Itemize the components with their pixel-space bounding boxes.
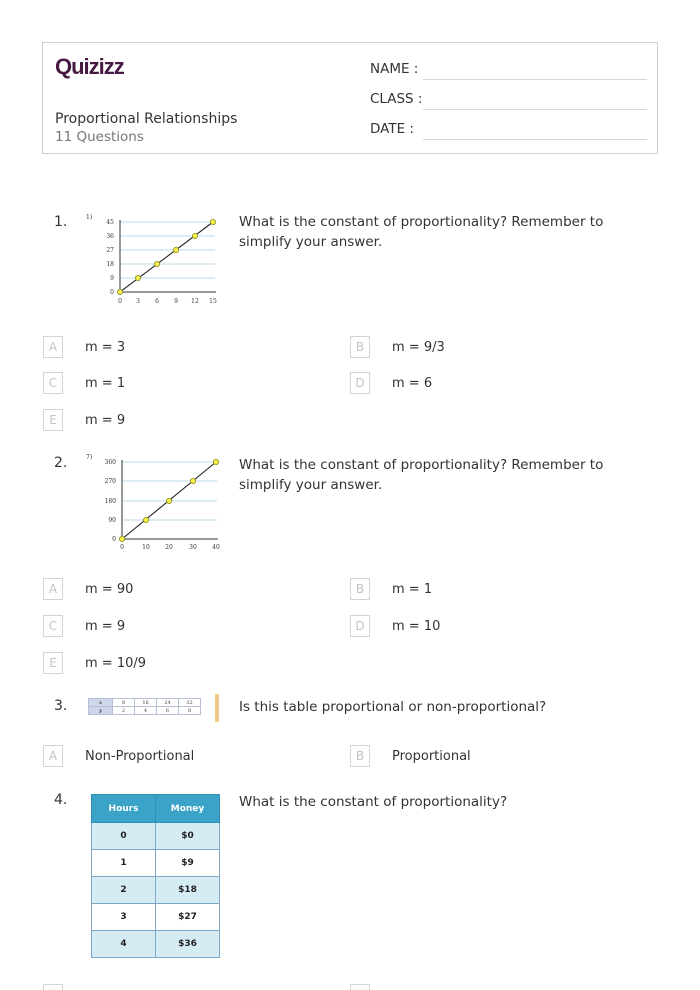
q4-hours-money-table: [91, 794, 220, 958]
table-cell: $18: [156, 877, 220, 904]
option-text: m = 10: [392, 618, 441, 634]
option-text: m = 6: [392, 375, 433, 391]
table-row: [92, 931, 220, 958]
option-letter: A: [43, 745, 63, 767]
option-text: Proportional: [392, 748, 471, 764]
class-field[interactable]: [423, 109, 647, 110]
q1-option-c[interactable]: [43, 372, 125, 394]
table-row: [92, 850, 220, 877]
column-header-hours: Hours: [92, 795, 156, 823]
image-edge-decoration: [215, 694, 219, 722]
q2-option-d[interactable]: [350, 615, 440, 637]
q2-line-chart: [82, 452, 224, 552]
table-cell: $36: [156, 931, 220, 958]
question-text: What is the constant of proportionality? Remember to simplify your answer.: [239, 214, 604, 250]
option-text: m = 9: [85, 412, 126, 428]
svg-text:360: 360: [104, 459, 116, 466]
svg-text:270: 270: [104, 478, 116, 485]
question-count: 11 Questions: [55, 129, 144, 145]
svg-text:3: 3: [136, 298, 140, 305]
q2-option-e[interactable]: [43, 652, 146, 674]
svg-text:18: 18: [106, 261, 114, 268]
q3-option-a[interactable]: [43, 745, 194, 767]
q1-option-e[interactable]: [43, 409, 125, 431]
name-field[interactable]: [423, 79, 647, 80]
question-text: What is the constant of proportionality? Remember to simplify your answer.: [239, 457, 604, 493]
option-letter: C: [43, 615, 63, 637]
svg-text:15: 15: [209, 298, 217, 305]
svg-text:9: 9: [110, 275, 114, 282]
table-cell: $0: [156, 823, 220, 850]
q1-option-a[interactable]: [43, 336, 125, 358]
quiz-title: Proportional Relationships: [55, 111, 238, 127]
option-letter: E: [43, 652, 63, 674]
option-letter: B: [350, 336, 370, 358]
q2-option-c[interactable]: [43, 615, 125, 637]
table-cell: 6: [157, 707, 179, 715]
q3-option-b[interactable]: [350, 745, 471, 767]
table-row-header: y: [89, 707, 113, 715]
table-row: [89, 707, 201, 715]
svg-text:36: 36: [106, 233, 114, 240]
table-cell: 16: [135, 699, 157, 707]
option-text: m = 10/9: [85, 655, 147, 671]
option-letter: B: [350, 745, 370, 767]
option-letter: E: [43, 409, 63, 431]
q3-xy-table: [88, 698, 201, 715]
table-cell: $27: [156, 904, 220, 931]
option-letter: B: [350, 578, 370, 600]
table-cell: 3: [92, 904, 156, 931]
column-header-money: Money: [156, 795, 220, 823]
svg-text:10: 10: [142, 544, 150, 551]
date-field[interactable]: [423, 139, 647, 140]
table-cell: 2: [92, 877, 156, 904]
table-row-header: x: [89, 699, 113, 707]
svg-text:20: 20: [165, 544, 173, 551]
option-text: m = 1: [392, 581, 433, 597]
option-letter: A: [43, 578, 63, 600]
class-label: CLASS :: [370, 91, 423, 107]
svg-text:27: 27: [106, 247, 114, 254]
q1-option-d[interactable]: [350, 372, 432, 394]
option-text: m = 90: [85, 581, 134, 597]
option-text: m = 9/3: [392, 339, 445, 355]
option-letter: A: [43, 336, 63, 358]
option-text: Non-Proportional: [85, 748, 195, 764]
table-row: [92, 904, 220, 931]
table-header-row: [92, 795, 220, 823]
question-number: 3.: [54, 698, 68, 714]
chart-label: 1): [86, 214, 93, 221]
date-label: DATE :: [370, 121, 414, 137]
q4-option-b-partial[interactable]: [350, 984, 370, 990]
svg-text:0: 0: [110, 289, 114, 296]
svg-text:0: 0: [112, 536, 116, 543]
chart-label: 7): [86, 454, 93, 461]
svg-text:30: 30: [189, 544, 197, 551]
table-cell: 8: [113, 699, 135, 707]
option-letter: C: [43, 372, 63, 394]
option-letter: D: [350, 615, 370, 637]
q4-option-a-partial[interactable]: [43, 984, 63, 990]
option-letter: D: [350, 372, 370, 394]
q2-option-a[interactable]: [43, 578, 133, 600]
table-cell: 24: [157, 699, 179, 707]
question-number: 4.: [54, 792, 68, 808]
option-text: m = 1: [85, 375, 126, 391]
question-number: 2.: [54, 455, 68, 471]
question-number: 1.: [54, 214, 68, 230]
svg-text:180: 180: [104, 498, 116, 505]
svg-text:45: 45: [106, 219, 114, 226]
table-row: [89, 699, 201, 707]
q1-option-b[interactable]: [350, 336, 445, 358]
table-cell: 0: [92, 823, 156, 850]
worksheet-header: [42, 42, 658, 154]
svg-text:0: 0: [120, 544, 124, 551]
svg-text:0: 0: [118, 298, 122, 305]
table-cell: 4: [92, 931, 156, 958]
table-cell: 1: [92, 850, 156, 877]
svg-text:12: 12: [191, 298, 199, 305]
svg-text:90: 90: [108, 517, 116, 524]
table-cell: 8: [179, 707, 201, 715]
option-text: m = 9: [85, 618, 126, 634]
q1-line-chart: [82, 212, 222, 308]
table-row: [92, 877, 220, 904]
question-text: What is the constant of proportionality?: [239, 794, 508, 810]
table-cell: $9: [156, 850, 220, 877]
svg-text:6: 6: [155, 298, 159, 305]
table-cell: 2: [113, 707, 135, 715]
table-cell: 4: [135, 707, 157, 715]
svg-text:40: 40: [212, 544, 220, 551]
svg-text:9: 9: [174, 298, 178, 305]
table-row: [92, 823, 220, 850]
q2-option-b[interactable]: [350, 578, 432, 600]
table-cell: 32: [179, 699, 201, 707]
option-text: m = 3: [85, 339, 126, 355]
question-text: Is this table proportional or non-proportional?: [239, 699, 547, 715]
quizizz-logo: Quizizz: [55, 54, 124, 79]
name-label: NAME :: [370, 61, 419, 77]
